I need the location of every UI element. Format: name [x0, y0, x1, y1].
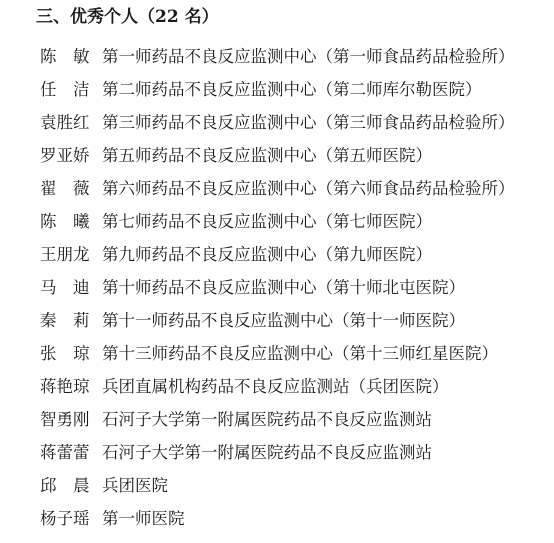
organization: 第六师药品不良反应监测中心（第六师食品药品检验所） [102, 179, 515, 198]
person-name: 翟 薇 [40, 179, 90, 198]
list-item [40, 73, 552, 106]
organization: 第十一师药品不良反应监测中心（第十一师医院） [102, 311, 465, 330]
list-item [40, 205, 552, 238]
organization: 第一师药品不良反应监测中心（第一师食品药品检验所） [102, 47, 515, 66]
organization: 第九师药品不良反应监测中心（第九师医院） [102, 245, 432, 264]
person-name: 陈 曦 [40, 212, 90, 231]
person-name: 秦 莉 [40, 311, 90, 330]
list-item [40, 172, 552, 205]
list-item [40, 106, 552, 139]
list-item [40, 436, 552, 469]
list-item [40, 502, 552, 535]
person-name: 蒋蕾蕾 [40, 443, 90, 462]
person-name: 袁胜红 [40, 113, 90, 132]
person-name: 任 洁 [40, 80, 90, 99]
person-name: 陈 敏 [40, 47, 90, 66]
honoree-list [40, 40, 552, 535]
organization: 第一师医院 [102, 509, 185, 528]
organization: 第十三师药品不良反应监测中心（第十三师红星医院） [102, 344, 498, 363]
organization: 第十师药品不良反应监测中心（第十师北屯医院） [102, 278, 465, 297]
organization: 第二师药品不良反应监测中心（第二师库尔勒医院） [102, 80, 482, 99]
organization: 第三师药品不良反应监测中心（第三师食品药品检验所） [102, 113, 515, 132]
organization: 兵团直属机构药品不良反应监测站（兵团医院） [102, 377, 449, 396]
list-item [40, 370, 552, 403]
person-name: 邱 晨 [40, 476, 90, 495]
person-name: 杨子瑶 [40, 509, 90, 528]
list-item [40, 40, 552, 73]
person-name: 罗亚娇 [40, 146, 90, 165]
person-name: 蒋艳琼 [40, 377, 90, 396]
person-name: 智勇刚 [40, 410, 90, 429]
list-item [40, 238, 552, 271]
list-item [40, 469, 552, 502]
person-name: 马 迪 [40, 278, 90, 297]
list-item [40, 304, 552, 337]
organization: 石河子大学第一附属医院药品不良反应监测站 [102, 410, 432, 429]
organization: 第五师药品不良反应监测中心（第五师医院） [102, 146, 432, 165]
organization: 石河子大学第一附属医院药品不良反应监测站 [102, 443, 432, 462]
person-name: 张 琼 [40, 344, 90, 363]
organization: 兵团医院 [102, 476, 168, 495]
list-item [40, 403, 552, 436]
person-name: 王朋龙 [40, 245, 90, 264]
list-item [40, 139, 552, 172]
list-item [40, 271, 552, 304]
organization: 第七师药品不良反应监测中心（第七师医院） [102, 212, 432, 231]
list-item [40, 337, 552, 370]
section-heading: 三、优秀个人（22 名） [36, 7, 219, 27]
